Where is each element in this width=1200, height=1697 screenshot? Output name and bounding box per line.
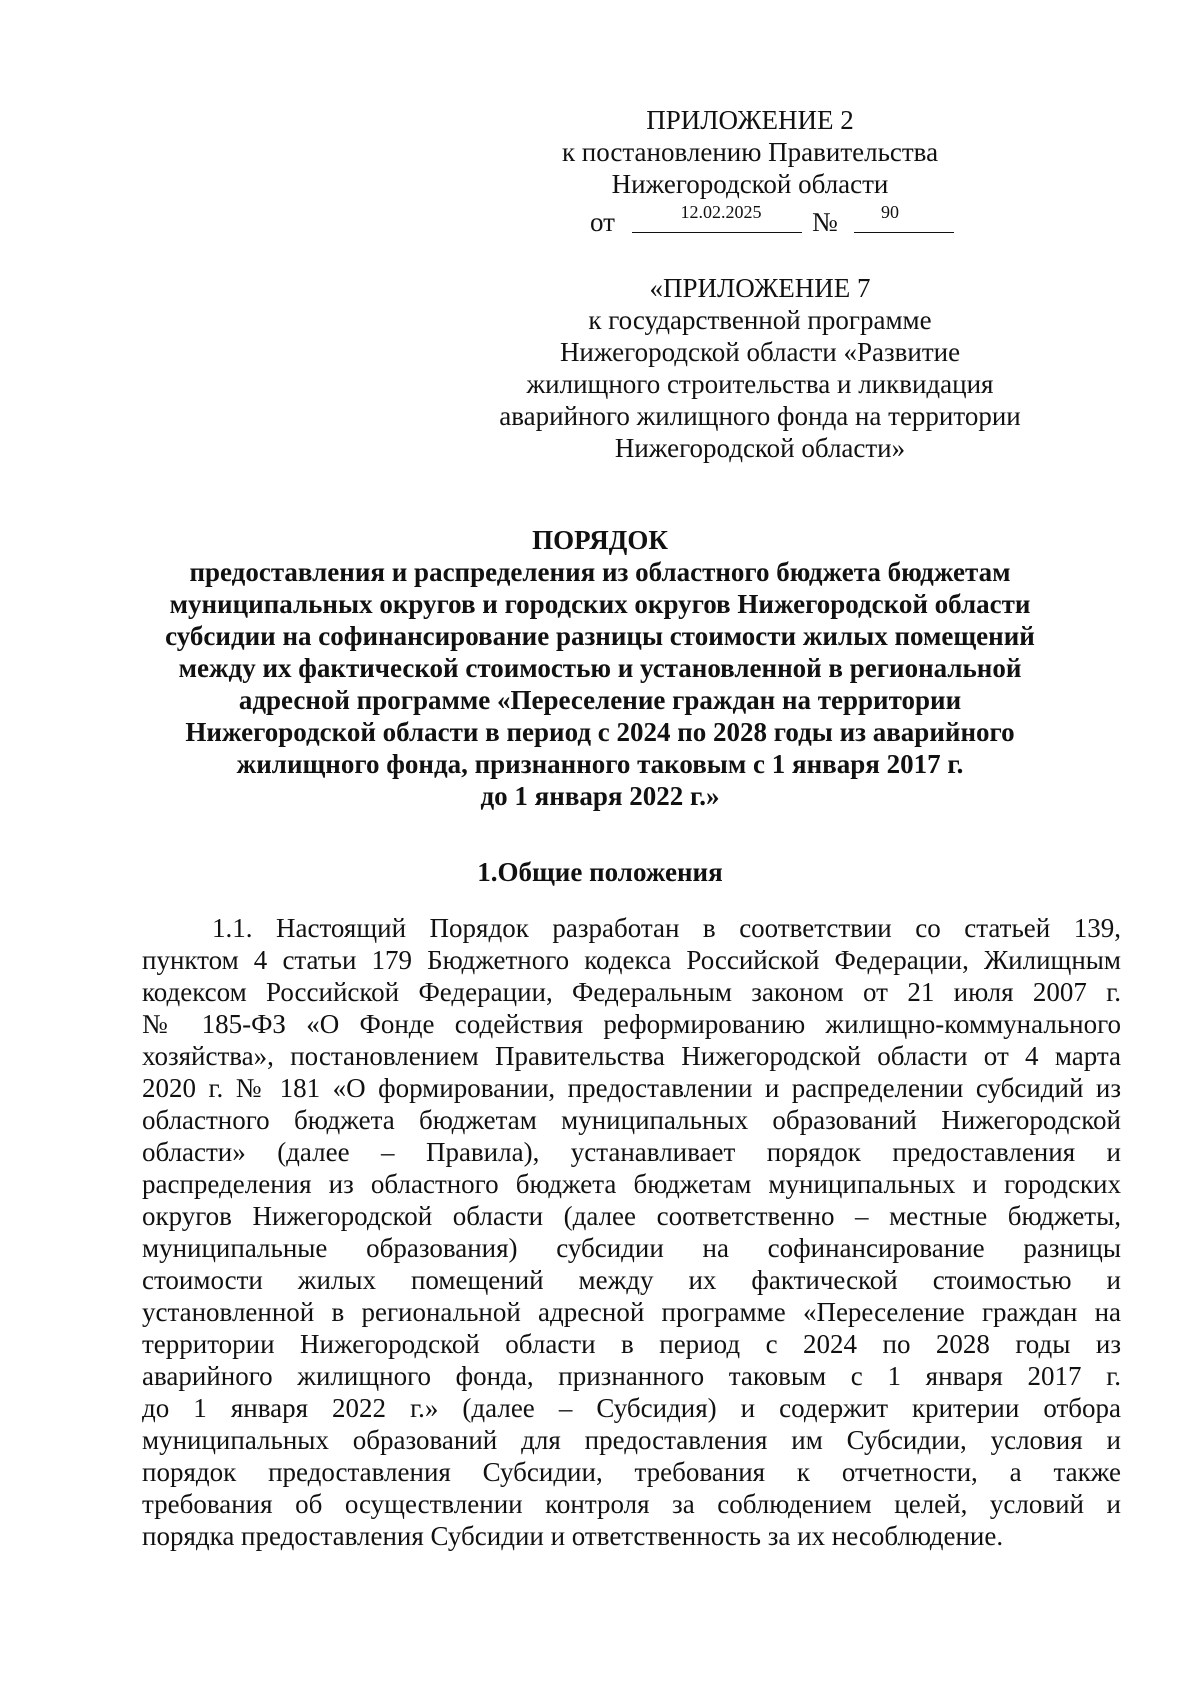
- number-value: 90: [881, 202, 899, 222]
- paragraph-line: 1.1. Настоящий Порядок разработан в соответствии со статьей 139,: [212, 913, 1121, 943]
- paragraph-line: 2020 г. № 181 «О формировании, предоставлении и распределении субсидий из: [142, 1073, 1121, 1103]
- paragraph-line: распределения из областного бюджета бюджетам муниципальных и городских: [142, 1169, 1121, 1199]
- paragraph-line: округов Нижегородской области (далее соответственно – местные бюджеты,: [142, 1201, 1121, 1231]
- paragraph-line: хозяйства», постановлением Правительства Нижегородской области от 4 марта: [142, 1041, 1121, 1071]
- number-label: №: [812, 207, 838, 237]
- appendix-7-block: [480, 272, 1040, 464]
- paragraph-line: № 185-ФЗ «О Фонде содействия реформированию жилищно-коммунального: [142, 1009, 1121, 1039]
- approval-line-2: Нижегородской области: [611, 169, 889, 199]
- paragraph-line: порядок предоставления Субсидии, требования к отчетности, а также: [142, 1457, 1121, 1487]
- paragraph-line: стоимости жилых помещений между их фактической стоимостью и: [142, 1265, 1121, 1295]
- title-line: муниципальных округов и городских округов Нижегородской области: [169, 589, 1031, 619]
- paragraph-line: установленной в региональной адресной программе «Переселение граждан на: [142, 1297, 1121, 1327]
- title-line: жилищного фонда, признанного таковым с 1 января 2017 г.: [236, 749, 964, 779]
- approval-title: ПРИЛОЖЕНИЕ 2: [646, 105, 854, 135]
- title-line: предоставления и распределения из областного бюджета бюджетам: [189, 557, 1011, 587]
- paragraph-line: требования об осуществлении контроля за соблюдением целей, условий и: [142, 1489, 1121, 1519]
- title-line: до 1 января 2022 г.»: [480, 781, 720, 811]
- from-label: от: [590, 207, 615, 237]
- appendix-7-line: Нижегородской области «Развитие: [559, 337, 961, 367]
- appendix-7-line: аварийного жилищного фонда на территории: [499, 401, 1021, 431]
- title-line: ПОРЯДОК: [532, 525, 668, 555]
- paragraph-line: порядка предоставления Субсидии и ответственность за их несоблюдение.: [142, 1521, 1004, 1551]
- approval-line-1: к постановлению Правительства: [561, 137, 939, 167]
- title-line: между их фактической стоимостью и установленной в региональной: [178, 653, 1022, 683]
- paragraph-line: до 1 января 2022 г.» (далее – Субсидия) и содержит критерии отбора: [142, 1393, 1121, 1423]
- paragraph-line: муниципальные образования) субсидии на софинансирование разницы: [142, 1233, 1121, 1263]
- number-field: [854, 202, 954, 233]
- date-field: [632, 202, 802, 233]
- document-title: [120, 524, 1080, 812]
- paragraph-line: муниципальных образований для предоставления им Субсидии, условия и: [142, 1425, 1121, 1455]
- appendix-7-line: к государственной программе: [588, 305, 932, 335]
- paragraph-line: аварийного жилищного фонда, признанного таковым с 1 января 2017 г.: [142, 1361, 1121, 1391]
- title-line: субсидии на софинансирование разницы стоимости жилых помещений: [165, 621, 1035, 651]
- paragraph-line: территории Нижегородской области в период с 2024 по 2028 годы из: [142, 1329, 1121, 1359]
- title-line: Нижегородской области в период с 2024 по 2028 годы из аварийного: [185, 717, 1015, 747]
- appendix-7-line: «ПРИЛОЖЕНИЕ 7: [649, 273, 871, 303]
- title-line: адресной программе «Переселение граждан на территории: [238, 685, 962, 715]
- paragraph-line: области» (далее – Правила), устанавливает порядок предоставления и: [142, 1137, 1121, 1167]
- paragraph-line: кодексом Российской Федерации, Федеральным законом от 21 июля 2007 г.: [142, 977, 1121, 1007]
- section-paragraph: [142, 912, 1121, 1552]
- approval-date-line: [520, 202, 980, 238]
- date-value: 12.02.2025: [680, 202, 762, 222]
- paragraph-line: пунктом 4 статьи 179 Бюджетного кодекса Российской Федерации, Жилищным: [142, 945, 1121, 975]
- appendix-7-line: Нижегородской области»: [614, 433, 906, 463]
- paragraph-line: областного бюджета бюджетам муниципальных образований Нижегородской: [142, 1105, 1121, 1135]
- section-heading: 1.Общие положения: [477, 857, 723, 887]
- approval-block: [520, 104, 980, 238]
- appendix-7-line: жилищного строительства и ликвидация: [526, 369, 994, 399]
